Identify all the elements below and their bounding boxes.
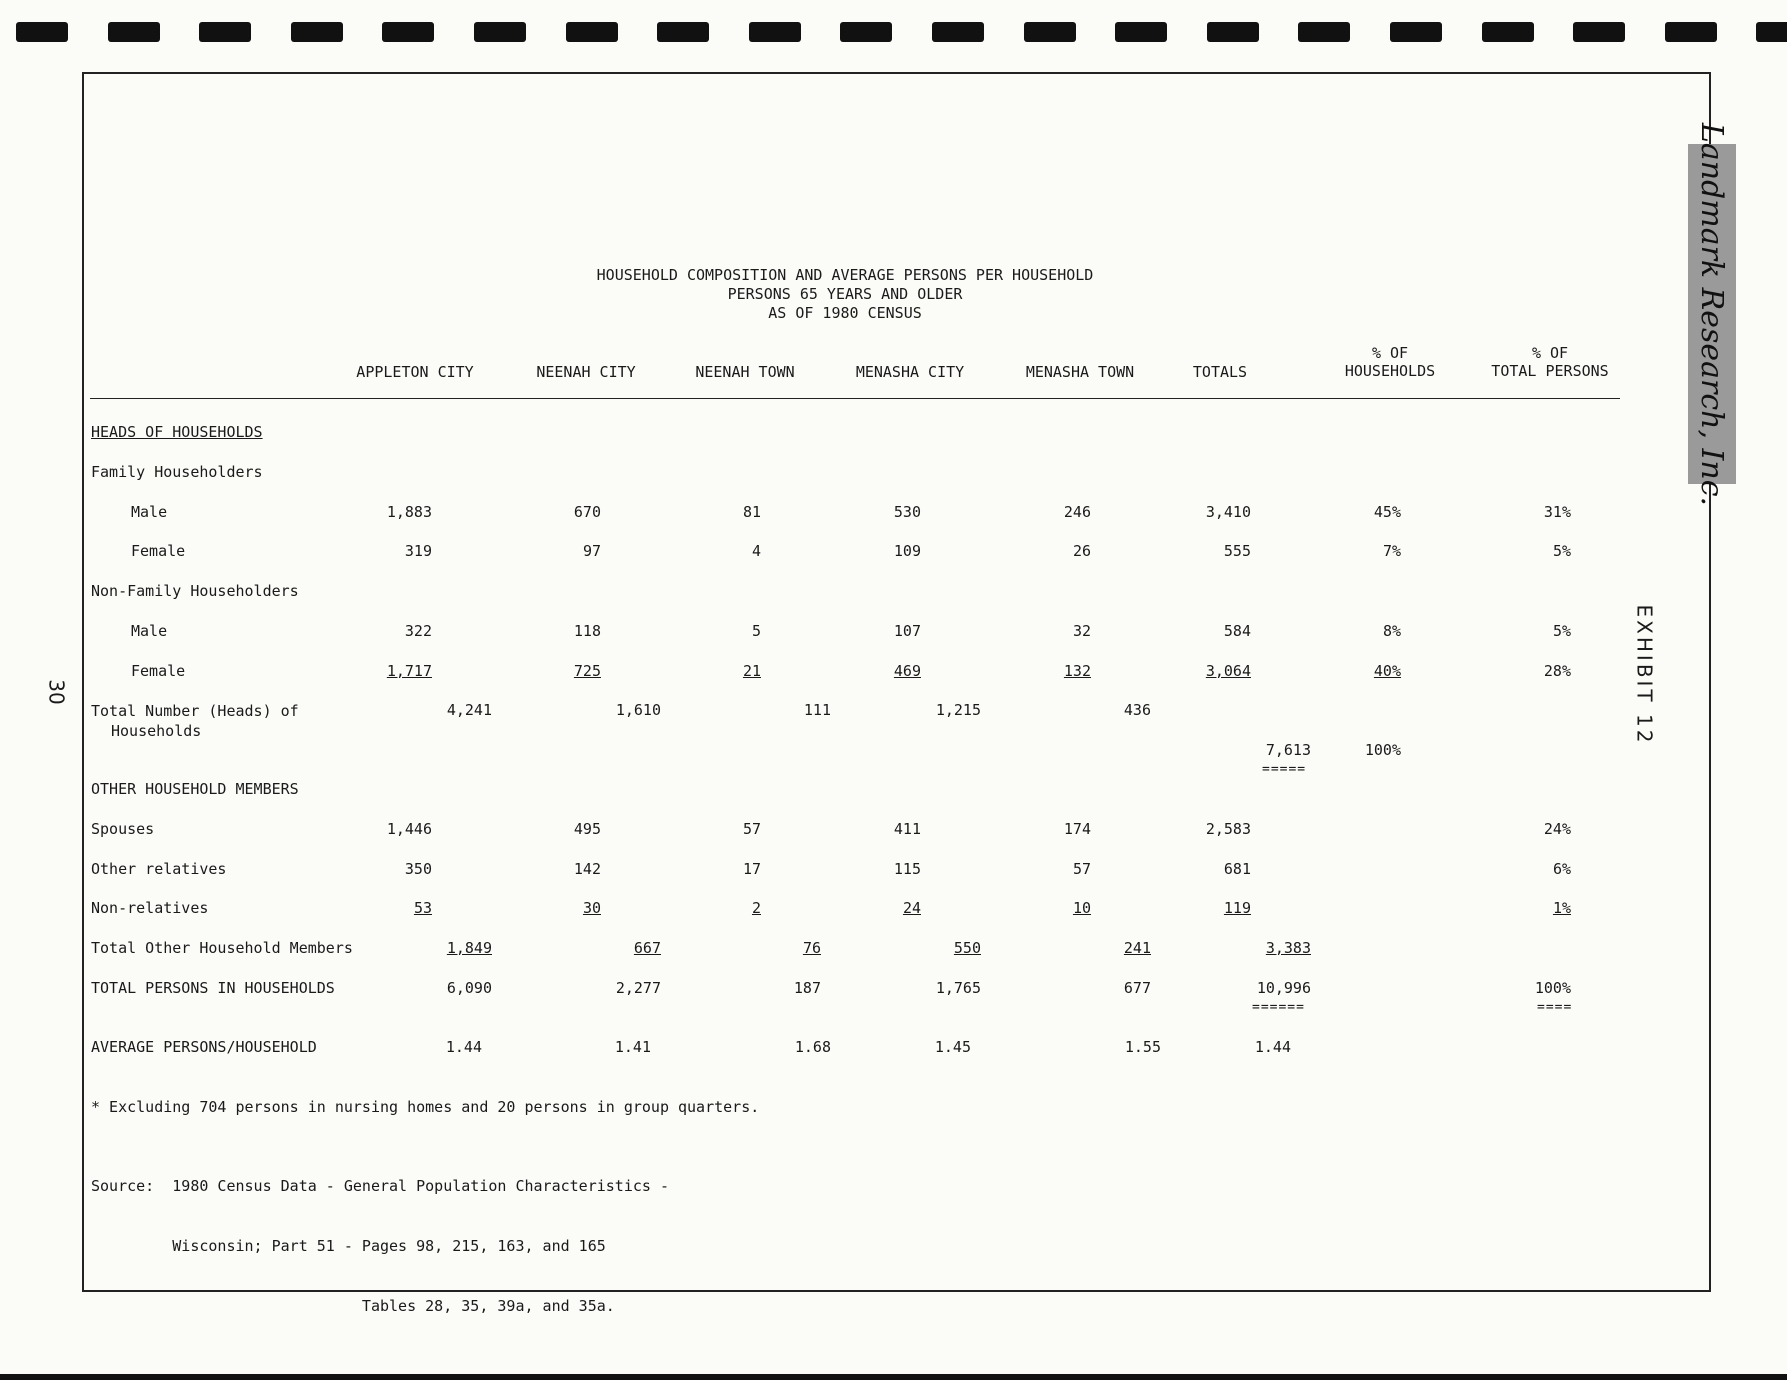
cell-spouses-pct-persons: 24% bbox=[1543, 820, 1571, 838]
binder-hole bbox=[1482, 22, 1534, 42]
cell-nonfamily-female-neenah-city: 725 bbox=[573, 662, 601, 680]
cell-total-persons-totals: 10,996 bbox=[1256, 979, 1311, 997]
cell-other-relatives-neenah-town: 17 bbox=[742, 860, 761, 878]
binder-hole bbox=[1756, 22, 1787, 42]
cell-total-persons-menasha-city: 1,765 bbox=[935, 979, 981, 997]
row-label-total-heads bbox=[91, 701, 299, 741]
page-number: 30 bbox=[44, 679, 69, 705]
cell-other-relatives-neenah-city: 142 bbox=[573, 860, 601, 878]
col-header-neenah-city: NEENAH CITY bbox=[536, 363, 636, 381]
cell-non-relatives-totals: 119 bbox=[1223, 899, 1251, 917]
row-label-total-persons: TOTAL PERSONS IN HOUSEHOLDS bbox=[91, 979, 335, 997]
row-label-other-relatives: Other relatives bbox=[91, 860, 227, 878]
cell-non-relatives-neenah-city: 30 bbox=[582, 899, 601, 917]
cell-nonfamily-male-menasha-city: 107 bbox=[893, 622, 921, 640]
cell-spouses-totals: 2,583 bbox=[1205, 820, 1251, 838]
cell-non-relatives-menasha-town: 10 bbox=[1072, 899, 1091, 917]
total-persons-double-rule: ====== bbox=[1252, 1000, 1305, 1015]
binder-holes bbox=[0, 22, 1787, 42]
cell-nonfamily-male-pct-persons: 5% bbox=[1552, 622, 1571, 640]
brand-text: Landmark Research, Inc. bbox=[1694, 122, 1730, 506]
col-header-menasha-town: MENASHA TOWN bbox=[1025, 363, 1135, 381]
cell-total-heads-totals: 7,613 bbox=[1265, 741, 1311, 759]
section-heads-of-households: HEADS OF HOUSEHOLDS bbox=[91, 423, 263, 441]
cell-family-male-neenah-city: 670 bbox=[573, 503, 601, 521]
binder-hole bbox=[566, 22, 618, 42]
cell-total-heads-appleton-city: 4,241 bbox=[446, 701, 492, 719]
cell-non-relatives-pct-persons: 1% bbox=[1552, 899, 1571, 917]
cell-spouses-menasha-town: 174 bbox=[1063, 820, 1091, 838]
cell-family-male-pct-households: 45% bbox=[1373, 503, 1401, 521]
cell-total-heads-neenah-city: 1,610 bbox=[615, 701, 661, 719]
cell-average-totals: 1.44 bbox=[1254, 1038, 1291, 1056]
row-label-average: AVERAGE PERSONS/HOUSEHOLD bbox=[91, 1038, 317, 1056]
cell-nonfamily-female-totals: 3,064 bbox=[1205, 662, 1251, 680]
binder-hole bbox=[1024, 22, 1076, 42]
cell-average-neenah-town: 1.68 bbox=[794, 1038, 831, 1056]
cell-total-persons-neenah-city: 2,277 bbox=[615, 979, 661, 997]
source-line-2: Wisconsin; Part 51 - Pages 98, 215, 163, and 165 bbox=[91, 1237, 606, 1255]
cell-family-female-pct-households: 7% bbox=[1382, 542, 1401, 560]
bottom-edge bbox=[0, 1374, 1787, 1380]
binder-hole bbox=[16, 22, 68, 42]
cell-total-other-totals: 3,383 bbox=[1265, 939, 1311, 957]
binder-hole bbox=[291, 22, 343, 42]
pct-households-line-2: HOUSEHOLDS bbox=[1344, 362, 1436, 380]
cell-other-relatives-totals: 681 bbox=[1223, 860, 1251, 878]
cell-average-menasha-town: 1.55 bbox=[1124, 1038, 1161, 1056]
binder-hole bbox=[657, 22, 709, 42]
title-line-2: PERSONS 65 YEARS AND OLDER bbox=[727, 285, 963, 303]
cell-other-relatives-appleton-city: 350 bbox=[404, 860, 432, 878]
cell-nonfamily-female-neenah-town: 21 bbox=[742, 662, 761, 680]
col-header-totals: TOTALS bbox=[1192, 363, 1248, 381]
cell-total-heads-menasha-town: 436 bbox=[1123, 701, 1151, 719]
row-label-non-relatives: Non-relatives bbox=[91, 899, 209, 917]
total-heads-line-2: Households bbox=[111, 722, 202, 740]
cell-total-persons-neenah-town: 187 bbox=[793, 979, 821, 997]
cell-total-other-menasha-city: 550 bbox=[953, 939, 981, 957]
cell-non-relatives-menasha-city: 24 bbox=[902, 899, 921, 917]
cell-total-other-neenah-town: 76 bbox=[802, 939, 821, 957]
cell-other-relatives-menasha-town: 57 bbox=[1072, 860, 1091, 878]
col-header-pct-total-persons bbox=[1480, 344, 1620, 380]
cell-spouses-neenah-city: 495 bbox=[573, 820, 601, 838]
title-line-3: AS OF 1980 CENSUS bbox=[768, 304, 922, 322]
pct-persons-double-rule: ==== bbox=[1537, 1000, 1573, 1015]
cell-family-male-totals: 3,410 bbox=[1205, 503, 1251, 521]
col-header-neenah-town: NEENAH TOWN bbox=[695, 363, 795, 381]
row-label-nonfamily-male: Male bbox=[131, 622, 168, 640]
cell-total-persons-pct-persons: 100% bbox=[1534, 979, 1571, 997]
cell-other-relatives-pct-persons: 6% bbox=[1552, 860, 1571, 878]
cell-nonfamily-male-neenah-town: 5 bbox=[751, 622, 761, 640]
cell-other-relatives-menasha-city: 115 bbox=[893, 860, 921, 878]
cell-family-male-appleton-city: 1,883 bbox=[386, 503, 432, 521]
binder-hole bbox=[1665, 22, 1717, 42]
binder-hole bbox=[1390, 22, 1442, 42]
cell-nonfamily-male-neenah-city: 118 bbox=[573, 622, 601, 640]
source-note bbox=[91, 1136, 669, 1336]
cell-nonfamily-female-menasha-city: 469 bbox=[893, 662, 921, 680]
col-header-pct-households bbox=[1330, 344, 1450, 380]
cell-family-female-appleton-city: 319 bbox=[404, 542, 432, 560]
cell-nonfamily-male-pct-households: 8% bbox=[1382, 622, 1401, 640]
binder-hole bbox=[108, 22, 160, 42]
header-rule bbox=[90, 398, 1620, 399]
binder-hole bbox=[1207, 22, 1259, 42]
cell-non-relatives-appleton-city: 53 bbox=[413, 899, 432, 917]
binder-hole bbox=[474, 22, 526, 42]
row-label-nonfamily-female: Female bbox=[131, 662, 186, 680]
cell-average-appleton-city: 1.44 bbox=[445, 1038, 482, 1056]
row-label-spouses: Spouses bbox=[91, 820, 155, 838]
pct-persons-line-1: % OF bbox=[1531, 344, 1569, 362]
cell-total-persons-menasha-town: 677 bbox=[1123, 979, 1151, 997]
cell-total-persons-appleton-city: 6,090 bbox=[446, 979, 492, 997]
cell-total-heads-pct-households: 100% bbox=[1364, 741, 1401, 759]
cell-family-male-pct-persons: 31% bbox=[1543, 503, 1571, 521]
exhibit-label bbox=[1624, 605, 1664, 745]
cell-family-female-menasha-town: 26 bbox=[1072, 542, 1091, 560]
cell-family-male-menasha-city: 530 bbox=[893, 503, 921, 521]
section-other-household-members: OTHER HOUSEHOLD MEMBERS bbox=[91, 780, 299, 798]
row-label-family-male: Male bbox=[131, 503, 168, 521]
binder-hole bbox=[932, 22, 984, 42]
cell-family-female-neenah-city: 97 bbox=[582, 542, 601, 560]
cell-average-neenah-city: 1.41 bbox=[614, 1038, 651, 1056]
cell-nonfamily-male-totals: 584 bbox=[1223, 622, 1251, 640]
cell-total-other-neenah-city: 667 bbox=[633, 939, 661, 957]
exhibit-text: EXHIBIT 12 bbox=[1632, 604, 1657, 746]
row-label-family-female: Female bbox=[131, 542, 186, 560]
row-label-total-other-members: Total Other Household Members bbox=[91, 939, 353, 957]
binder-hole bbox=[840, 22, 892, 42]
cell-nonfamily-female-pct-households: 40% bbox=[1373, 662, 1401, 680]
section-non-family-householders: Non-Family Householders bbox=[91, 582, 299, 600]
pct-households-line-1: % OF bbox=[1371, 344, 1409, 362]
source-line-3: Tables 28, 35, 39a, and 35a. bbox=[91, 1297, 615, 1315]
cell-spouses-menasha-city: 411 bbox=[893, 820, 921, 838]
cell-family-male-neenah-town: 81 bbox=[742, 503, 761, 521]
cell-total-other-menasha-town: 241 bbox=[1123, 939, 1151, 957]
cell-family-female-pct-persons: 5% bbox=[1552, 542, 1571, 560]
cell-nonfamily-male-appleton-city: 322 bbox=[404, 622, 432, 640]
source-line-1: Source: 1980 Census Data - General Population Characteristics - bbox=[91, 1177, 669, 1195]
cell-family-female-totals: 555 bbox=[1223, 542, 1251, 560]
cell-total-heads-neenah-town: 111 bbox=[803, 701, 831, 719]
cell-total-other-appleton-city: 1,849 bbox=[446, 939, 492, 957]
cell-nonfamily-female-pct-persons: 28% bbox=[1543, 662, 1571, 680]
col-header-appleton-city: APPLETON CITY bbox=[356, 363, 474, 381]
cell-spouses-appleton-city: 1,446 bbox=[386, 820, 432, 838]
cell-nonfamily-female-appleton-city: 1,717 bbox=[386, 662, 432, 680]
brand-stamp bbox=[1688, 122, 1736, 506]
footnote: * Excluding 704 persons in nursing homes and 20 persons in group quarters. bbox=[91, 1098, 760, 1116]
table-title bbox=[545, 266, 1145, 323]
cell-family-female-menasha-city: 109 bbox=[893, 542, 921, 560]
cell-family-male-menasha-town: 246 bbox=[1063, 503, 1091, 521]
cell-spouses-neenah-town: 57 bbox=[742, 820, 761, 838]
total-heads-line-1: Total Number (Heads) of bbox=[91, 702, 299, 720]
binder-hole bbox=[382, 22, 434, 42]
pct-persons-line-2: TOTAL PERSONS bbox=[1491, 362, 1609, 380]
binder-hole bbox=[199, 22, 251, 42]
cell-nonfamily-male-menasha-town: 32 bbox=[1072, 622, 1091, 640]
cell-average-menasha-city: 1.45 bbox=[934, 1038, 971, 1056]
title-line-1: HOUSEHOLD COMPOSITION AND AVERAGE PERSONS PER HOUSEHOLD bbox=[596, 266, 1094, 284]
cell-nonfamily-female-menasha-town: 132 bbox=[1063, 662, 1091, 680]
total-heads-double-rule: ===== bbox=[1262, 762, 1307, 777]
binder-hole bbox=[1573, 22, 1625, 42]
cell-non-relatives-neenah-town: 2 bbox=[751, 899, 761, 917]
binder-hole bbox=[1298, 22, 1350, 42]
cell-family-female-neenah-town: 4 bbox=[751, 542, 761, 560]
col-header-menasha-city: MENASHA CITY bbox=[855, 363, 965, 381]
binder-hole bbox=[1115, 22, 1167, 42]
section-family-householders: Family Householders bbox=[91, 463, 263, 481]
binder-hole bbox=[749, 22, 801, 42]
cell-total-heads-menasha-city: 1,215 bbox=[935, 701, 981, 719]
